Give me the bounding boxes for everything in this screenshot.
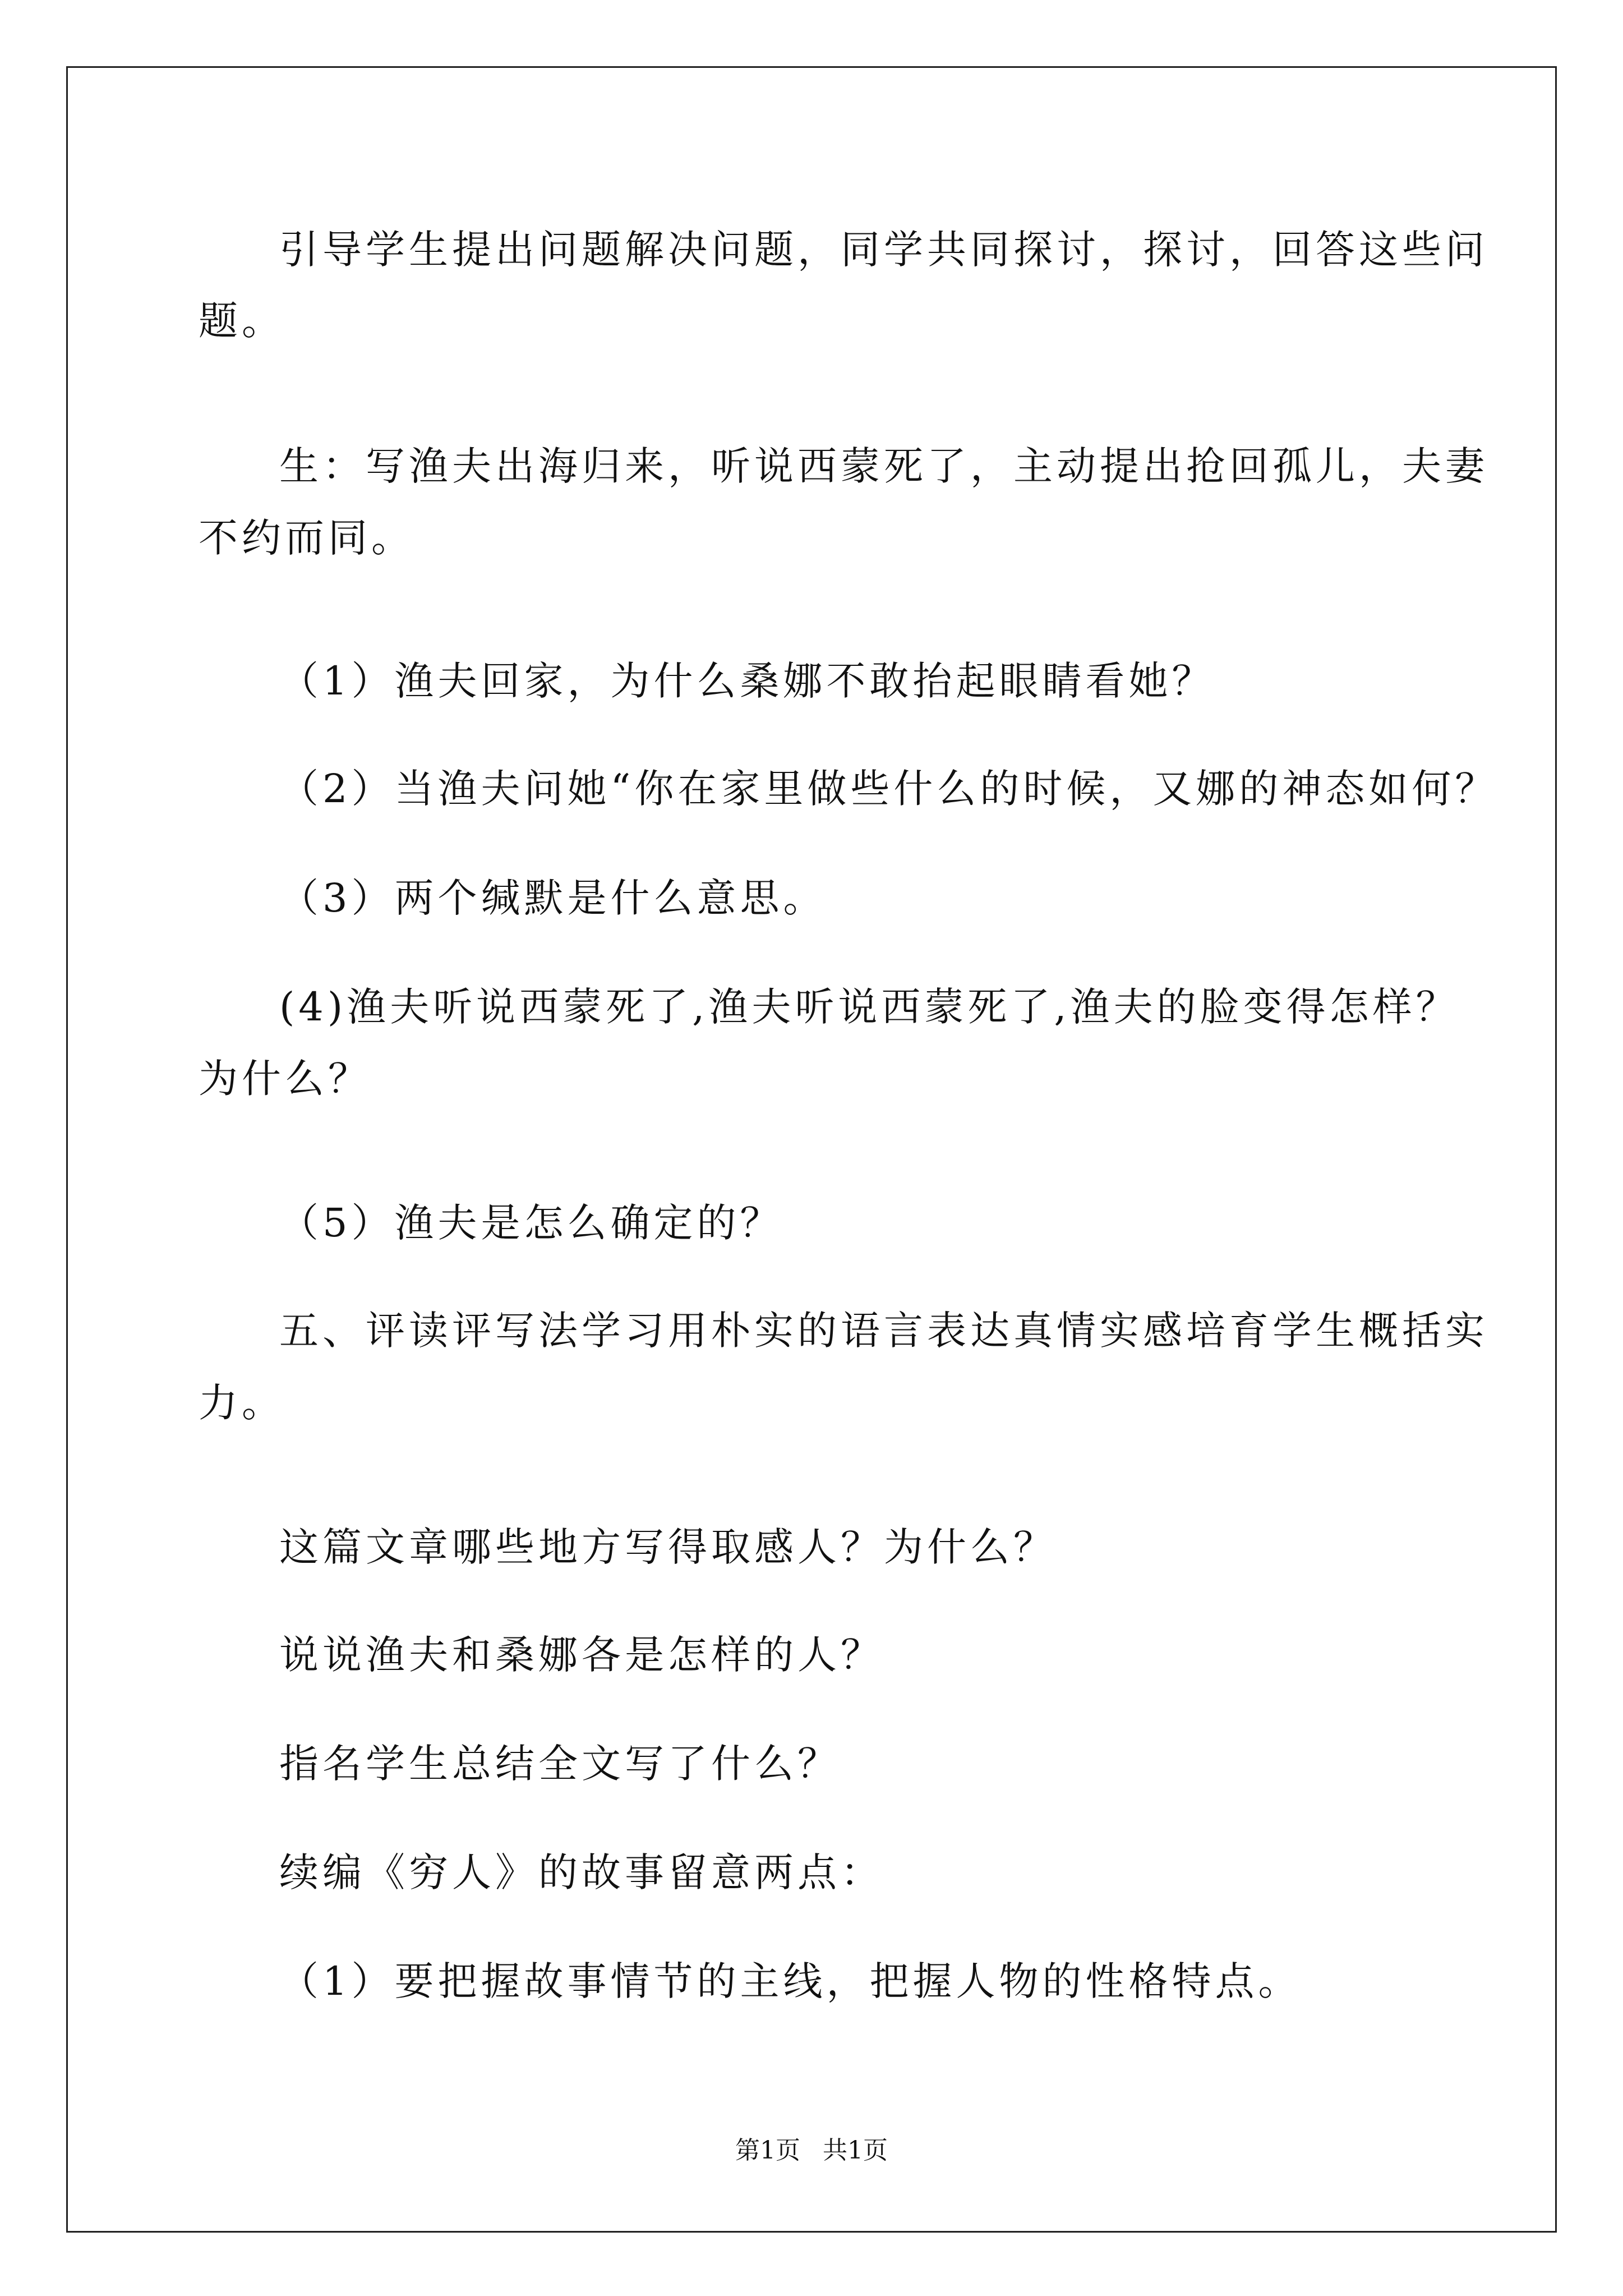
paragraph-line: 五、评读评写法学习用朴实的语言表达真情实感培育学生概括实: [279, 1308, 1488, 1354]
paragraph-line: （5）渔夫是怎么确定的？: [279, 1200, 783, 1246]
paragraph-line: 这篇文章哪些地方写得取感人？为什么？: [279, 1524, 1057, 1570]
paragraph-line: 力。: [199, 1380, 285, 1426]
paragraph-line: （2）当渔夫问她“你在家里做些什么的时候，又娜的神态如何？: [279, 766, 1498, 812]
paragraph-line: 题。: [199, 298, 285, 344]
paragraph-line: （1）渔夫回家，为什么桑娜不敢抬起眼睛看她？: [279, 658, 1215, 704]
total-pages: 共1页: [823, 2136, 888, 2165]
paragraph-line: （3）两个缄默是什么意思。: [279, 875, 827, 921]
paragraph-line: 指名学生总结全文写了什么？: [279, 1741, 841, 1787]
paragraph-line: （1）要把握故事情节的主线，把握人物的性格特点。: [279, 1958, 1302, 2004]
paragraph-line: (4)渔夫听说西蒙死了,渔夫听说西蒙死了,渔夫的脸变得怎样？: [279, 984, 1459, 1030]
paragraph-line: 生：写渔夫出海归来，听说西蒙死了，主动提出抢回孤儿，夫妻: [279, 443, 1488, 489]
page-number: 第1页: [735, 2136, 800, 2165]
paragraph-line: 引导学生提出问题解决问题，同学共同探讨，探讨，回答这些问: [279, 227, 1488, 273]
page-footer: [0, 2138, 1623, 2163]
paragraph-line: 说说渔夫和桑娜各是怎样的人？: [279, 1632, 884, 1678]
paragraph-line: 不约而同。: [199, 515, 414, 561]
paragraph-line: 为什么？: [199, 1056, 371, 1102]
paragraph-line: 续编《穷人》的故事留意两点：: [279, 1849, 884, 1895]
